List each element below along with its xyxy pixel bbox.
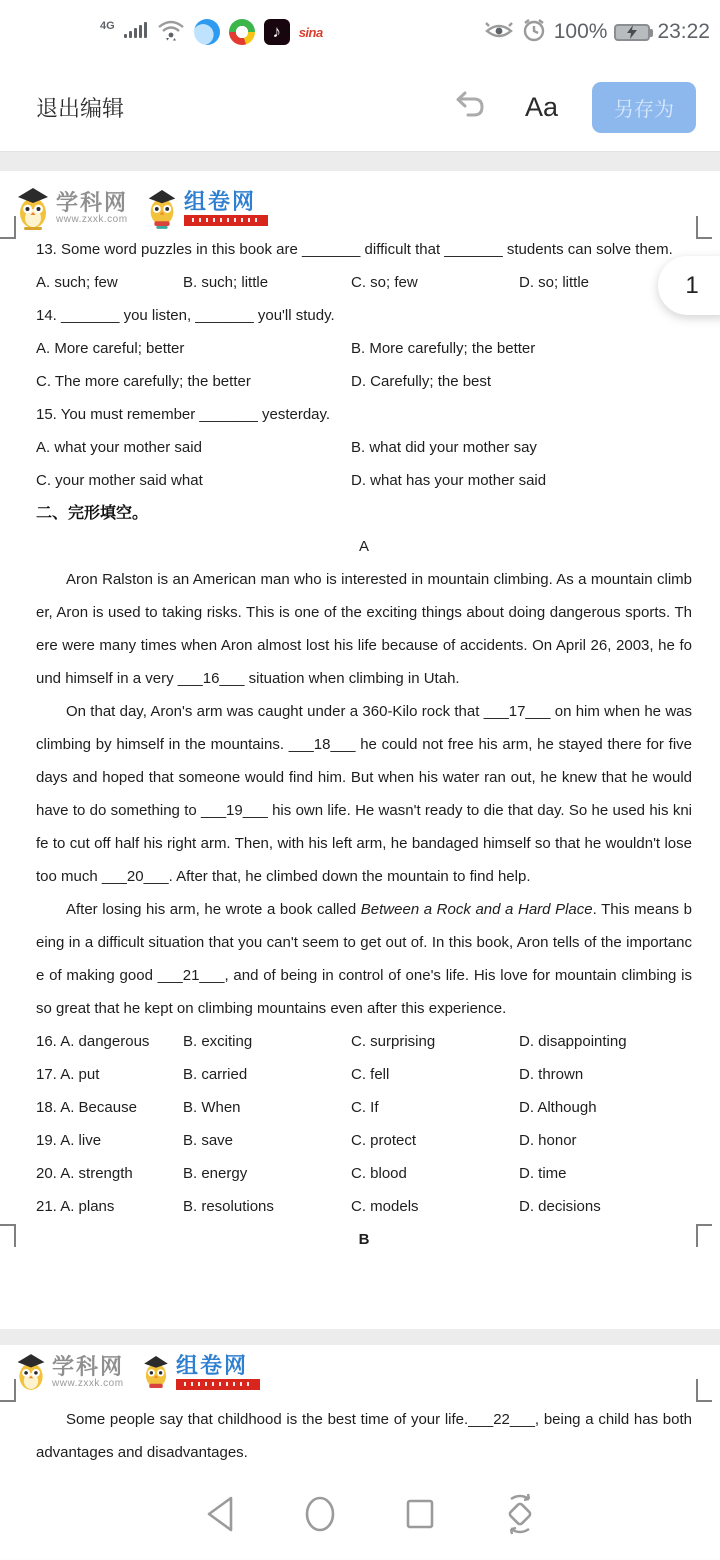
option: D. Carefully; the best [351,373,492,390]
book-title: Between a Rock and a Hard Place [360,901,593,918]
zjw-owl-mascot-icon [140,1351,172,1393]
undo-icon[interactable] [447,86,491,130]
document-page-1[interactable] [0,171,720,1329]
cloze-row-17 [36,1058,692,1091]
question-14-options [36,332,692,398]
document-page-2[interactable] [0,1345,720,1469]
browser-app-icon [229,19,255,45]
option: D. what has your mother said [351,472,547,489]
page-gap [0,1329,720,1345]
page-indicator[interactable]: 1 [658,256,720,315]
font-size-button[interactable]: Aa [524,92,558,122]
xkw-logo-name: 学科网 [56,189,129,215]
xkw-owl-mascot-icon [14,1351,48,1393]
question-15-options [36,431,692,497]
xkw-owl-mascot-icon [14,185,52,231]
cloze-row-18 [36,1091,692,1124]
option: B. carried [183,1066,248,1083]
xkw-logo-domain: www.zxxk.com [52,1377,124,1389]
zjw-owl-mascot-icon [144,185,180,231]
back-button[interactable] [198,1492,242,1536]
option: B. resolutions [183,1198,274,1215]
option: C. surprising [351,1033,436,1050]
cloze-row-21 [36,1190,692,1223]
crop-mark [696,1379,712,1402]
recents-button[interactable] [398,1492,442,1536]
question-13-text: 13. Some word puzzles in this book are _______ difficult that _______ students can solve them. [36,241,673,258]
crop-mark [696,216,712,239]
xkw-logo-name: 学科网 [52,1353,125,1379]
zjw-logo [144,185,268,231]
status-bar [0,0,720,64]
xkw-logo [14,185,128,231]
option: B. More carefully; the better [351,340,536,357]
crop-mark [696,1224,712,1247]
passage-a-paragraph-3 [36,893,692,1025]
question-14-text: 14. _______ you listen, _______ you'll study. [36,307,335,324]
option: D. decisions [519,1198,601,1215]
passage-a-paragraph-2: On that day, Aron's arm was caught under a 360-Kilo rock that ___17___ on him when he was climbing by himself in the mountains. ___18___ he could not free his arm, he stayed there for five days and hoped that someone would find him. But when his water ran out, he knew that he would have to do something to ___19___ his own life. He wasn't ready to die that day. So he used his knife to cut off half his right arm. Then, with his left arm, he bandaged himself so that he wouldn't lose too much ___20___. After that, he climbed down the mountain to find help. [36,703,692,885]
paragraph-text: . This means being in a difficult situation that you can't seem to get out of. In this book, Aron tells of the importance of making good ___21___, and of being in control of one's life. His love for mountain climbing is so great that he kept on climbing mountains even after this experience. [36,901,692,1017]
passage-a-paragraph-1: Aron Ralston is an American man who is interested in mountain climbing. As a mountain climber, Aron is used to taking risks. This is one of the exciting things about doing dangerous sports. There were many times when Aron almost lost his life because of accidents. On April 26, 2003, he found himself in a very ___16___ situation when climbing in Utah. [36,571,692,687]
battery-charging-icon [614,24,650,41]
question-15-text: 15. You must remember _______ yesterday. [36,406,331,423]
battery-percent-label: 100% [553,20,608,43]
tiktok-app-icon: ♪ [264,19,290,45]
option: A. such; few [36,274,118,291]
wifi-icon [157,19,185,46]
option: 17. A. put [36,1066,100,1083]
zjw-logo-name: 组卷网 [176,1352,249,1378]
option: 16. A. dangerous [36,1033,150,1050]
zjw-logo-banner [176,1379,260,1390]
crop-mark [0,1379,16,1402]
signal-strength-icon [124,20,148,45]
android-nav-bar [0,1469,720,1559]
clock-label: 23:22 [657,20,710,43]
save-as-button[interactable]: 另存为 [592,82,696,133]
option: 18. A. Because [36,1099,137,1116]
passage-a-label: A [358,538,369,555]
option: D. disappointing [519,1033,627,1050]
exit-edit-button[interactable]: 退出编辑 [36,96,125,121]
option: A. More careful; better [36,340,185,357]
option: B. exciting [183,1033,253,1050]
zjw-logo-banner [184,215,268,226]
option: D. honor [519,1132,577,1149]
cloze-row-16 [36,1025,692,1058]
document-watermark-logos [0,1345,720,1397]
cloze-row-20 [36,1157,692,1190]
option: B. save [183,1132,234,1149]
document-body [0,233,720,1256]
option: 21. A. plans [36,1198,115,1215]
zjw-logo-name: 组卷网 [184,188,257,214]
cloud-app-icon [194,19,220,45]
page-gap [0,152,720,171]
xkw-logo [14,1351,124,1393]
option: D. time [519,1165,567,1182]
option: D. thrown [519,1066,584,1083]
option: B. what did your mother say [351,439,537,456]
option: D. so; little [519,274,590,291]
question-13-options [36,266,692,299]
option: C. models [351,1198,419,1215]
option: B. such; little [183,274,269,291]
rotate-screen-button[interactable] [498,1492,542,1536]
option: B. When [183,1099,241,1116]
document-watermark-logos [0,171,720,233]
option: C. your mother said what [36,472,203,489]
option: C. so; few [351,274,418,291]
passage-b-paragraph-1: Some people say that childhood is the best time of your life.___22___, being a child has both advantages and disadvantages. [36,1411,692,1461]
option: D. Although [519,1099,597,1116]
zjw-logo [140,1351,260,1393]
option: A. what your mother said [36,439,202,456]
option: C. If [351,1099,379,1116]
crop-mark [0,216,16,239]
home-button[interactable] [298,1492,342,1536]
paragraph-text: After losing his arm, he wrote a book called [66,901,361,918]
sina-app-icon: sina [298,24,323,40]
passage-b-label: B [358,1231,370,1248]
option: C. protect [351,1132,417,1149]
option: 20. A. strength [36,1165,133,1182]
crop-mark [0,1224,16,1247]
cloze-row-19 [36,1124,692,1157]
option: C. blood [351,1165,407,1182]
option: C. fell [351,1066,390,1083]
eye-protection-icon [484,18,514,47]
section-2-title: 二、完形填空。 [36,505,149,522]
editor-toolbar [0,64,720,152]
network-type-label: 4G [100,20,115,32]
option: 19. A. live [36,1132,102,1149]
xkw-logo-domain: www.zxxk.com [56,213,128,225]
option: C. The more carefully; the better [36,373,251,390]
alarm-icon [521,17,547,48]
option: B. energy [183,1165,248,1182]
